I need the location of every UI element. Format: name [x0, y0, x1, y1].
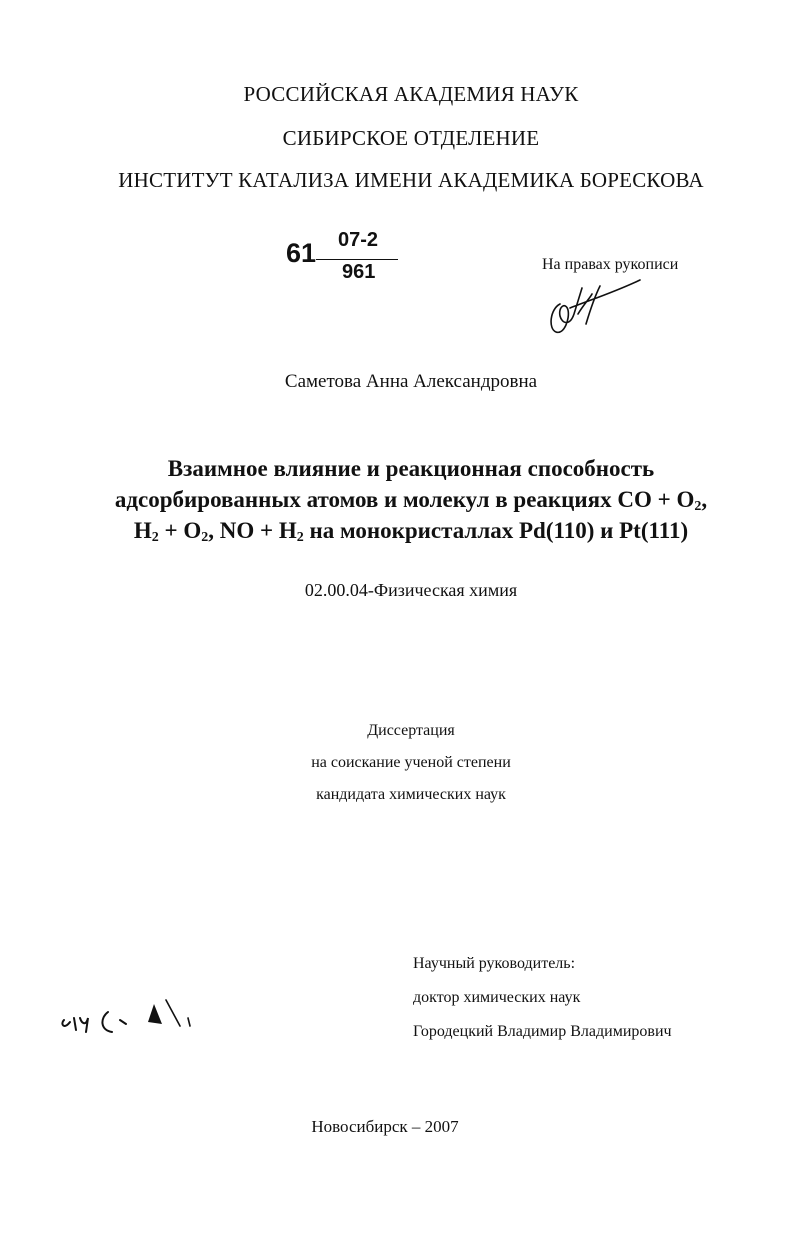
degree-name: кандидата химических наук [316, 786, 506, 803]
library-code [286, 228, 406, 288]
dissertation-title [0, 453, 794, 546]
title-line-2: адсорбированных атомов и молекул в реакциях CO + $O_2$, [114, 487, 708, 514]
author-signature [540, 274, 650, 344]
specialty-code: 02.00.04-Физическая химия [304, 580, 518, 600]
title-line-3: $H_2 + O_2$, NO + $H_2$ на монокристаллах Pd(110) и Pt(111) [133, 518, 689, 545]
supervisor-block [413, 947, 672, 1049]
org-line-academy: РОССИЙСКАЯ АКАДЕМИЯ НАУК [243, 82, 579, 106]
library-code-fraction-line [316, 259, 398, 260]
org-line-branch: СИБИРСКОЕ ОТДЕЛЕНИЕ [282, 126, 540, 150]
supervisor-degree: доктор химических наук [413, 989, 581, 1006]
author-name: Саметова Анна Александровна [284, 371, 538, 392]
rights-note: На правах рукописи [542, 256, 679, 273]
library-code-numerator: 07-2 [338, 229, 379, 251]
library-code-prefix: 61 [286, 238, 317, 268]
supervisor-name: Городецкий Владимир Владимирович [413, 1023, 672, 1040]
dissertation-label: Диссертация [367, 722, 455, 739]
supervisor-role: Научный руководитель: [413, 955, 576, 972]
title-line-1: Взаимное влияние и реакционная способность [167, 456, 655, 481]
city-year: Новосибирск – 2007 [311, 1117, 459, 1136]
library-code-denominator: 961 [342, 261, 376, 283]
degree-purpose: на соискание ученой степени [311, 754, 511, 771]
org-line-institute: ИНСТИТУТ КАТАЛИЗА ИМЕНИ АКАДЕМИКА БОРЕСКОВА [118, 168, 704, 192]
supervisor-signature [56, 990, 206, 1040]
